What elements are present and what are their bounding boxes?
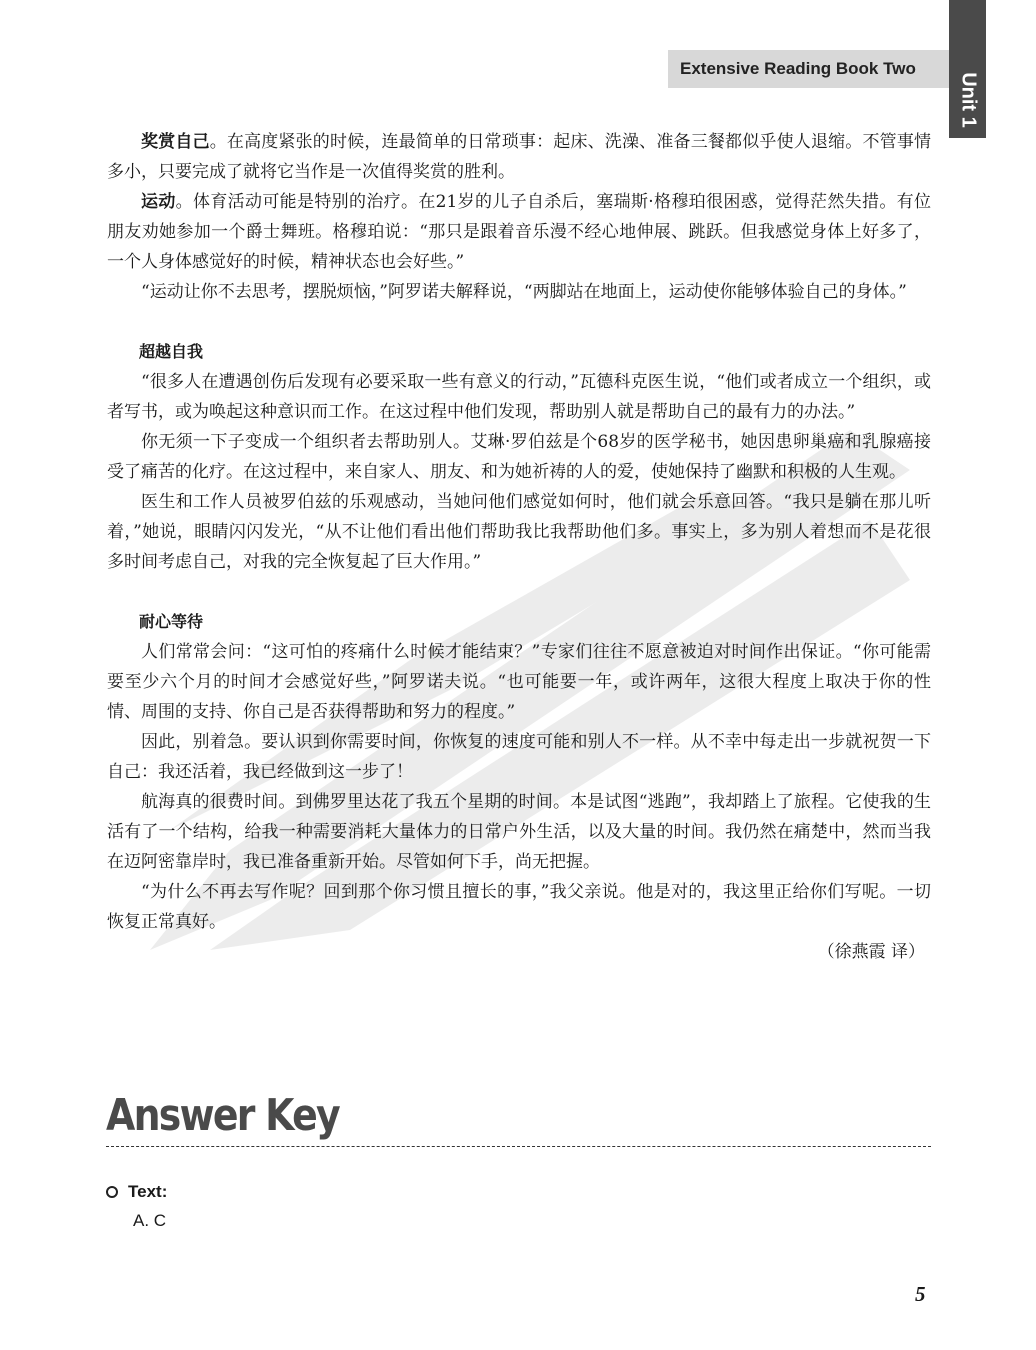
paragraph-lead: 奖赏自己 bbox=[141, 132, 210, 152]
answer-key-title: Answer Key bbox=[106, 1090, 339, 1141]
article-body bbox=[107, 127, 931, 967]
paragraph-text: 。体育活动可能是特别的治疗。在21岁的儿子自杀后，塞瑞斯·格穆珀很困惑，觉得茫然失措。有位朋友劝她参加一个爵士舞班。格穆珀说：“那只是跟着音乐漫不经心地伸展、跳跃。但我感觉身体上好多了，一个人身体感觉好的时候，精神状态也会好些。” bbox=[107, 192, 931, 272]
section-heading-transcend: 超越自我 bbox=[139, 342, 204, 361]
paragraph: “很多人在遭遇创伤后发现有必要采取一些有意义的行动，”瓦德科克医生说，“他们或者成立一个组织，或者写书，或为唤起这种意识而工作。在这过程中他们发现，帮助别人就是帮助自己的最有力的办法。” bbox=[107, 372, 931, 422]
page-number: 5 bbox=[915, 1282, 926, 1306]
paragraph-text: 。在高度紧张的时候，连最简单的日常琐事：起床、洗澡、准备三餐都似乎使人退缩。不管事情多小，只要完成了就将它当作是一次值得奖赏的胜利。 bbox=[107, 132, 932, 182]
paragraph: 航海真的很费时间。到佛罗里达花了我五个星期的时间。本是试图“逃跑”，我却踏上了旅程。它使我的生活有了一个结构，给我一种需要消耗大量体力的日常户外生活，以及大量的时间。我仍然在痛楚中，然而当我在迈阿密靠岸时，我已准备重新开始。尽管如何下手，尚无把握。 bbox=[107, 792, 931, 872]
paragraph-exercise bbox=[107, 187, 931, 277]
unit-tab bbox=[949, 0, 986, 138]
paragraph: “为什么不再去写作呢？回到那个你习惯且擅长的事，”我父亲说。他是对的，我这里正给你们写呢。一切恢复正常真好。 bbox=[107, 882, 931, 932]
answer-value: A. C bbox=[133, 1211, 167, 1230]
paragraph: 人们常常会问：“这可怕的疼痛什么时候才能结束？”专家们往往不愿意被迫对时间作出保证。“你可能需要至少六个月的时间才会感觉好些，”阿罗诺夫说。“也可能要一年，或许两年，这很大程度上取决于你的性情、周围的支持、你自己是否获得帮助和努力的程度。” bbox=[107, 642, 931, 722]
book-title: Extensive Reading Book Two bbox=[668, 50, 949, 88]
answer-text-label bbox=[106, 1182, 167, 1202]
section-heading-patience: 耐心等待 bbox=[139, 612, 204, 631]
text-label: Text: bbox=[128, 1182, 168, 1201]
unit-label: Unit 1 bbox=[957, 72, 979, 128]
dashed-divider bbox=[106, 1146, 931, 1147]
paragraph-exercise-quote: “运动让你不去思考，摆脱烦恼，”阿罗诺夫解释说，“两脚站在地面上，运动使你能够体验自己的身体。” bbox=[141, 282, 907, 302]
paragraph-lead: 运动 bbox=[141, 192, 176, 212]
paragraph: 医生和工作人员被罗伯兹的乐观感动，当她问他们感觉如何时，他们就会乐意回答。“我只是躺在那儿听着，”她说，眼睛闪闪发光，“从不让他们看出他们帮助我比我帮助他们多。事实上，多为别人着想而不是花很多时间考虑自己，对我的完全恢复起了巨大作用。” bbox=[107, 492, 931, 572]
paragraph-reward bbox=[107, 127, 931, 187]
translator-credit: （徐燕霞 译） bbox=[817, 942, 925, 962]
circle-bullet-icon bbox=[106, 1186, 118, 1198]
paragraph: 因此，别着急。要认识到你需要时间，你恢复的速度可能和别人不一样。从不幸中每走出一步就祝贺一下自己：我还活着，我已经做到这一步了！ bbox=[107, 732, 931, 782]
paragraph: 你无须一下子变成一个组织者去帮助别人。艾琳·罗伯兹是个68岁的医学秘书，她因患卵巢癌和乳腺癌接受了痛苦的化疗。在这过程中，来自家人、朋友、和为她祈祷的人的爱，使她保持了幽默和积极的人生观。 bbox=[107, 432, 931, 482]
